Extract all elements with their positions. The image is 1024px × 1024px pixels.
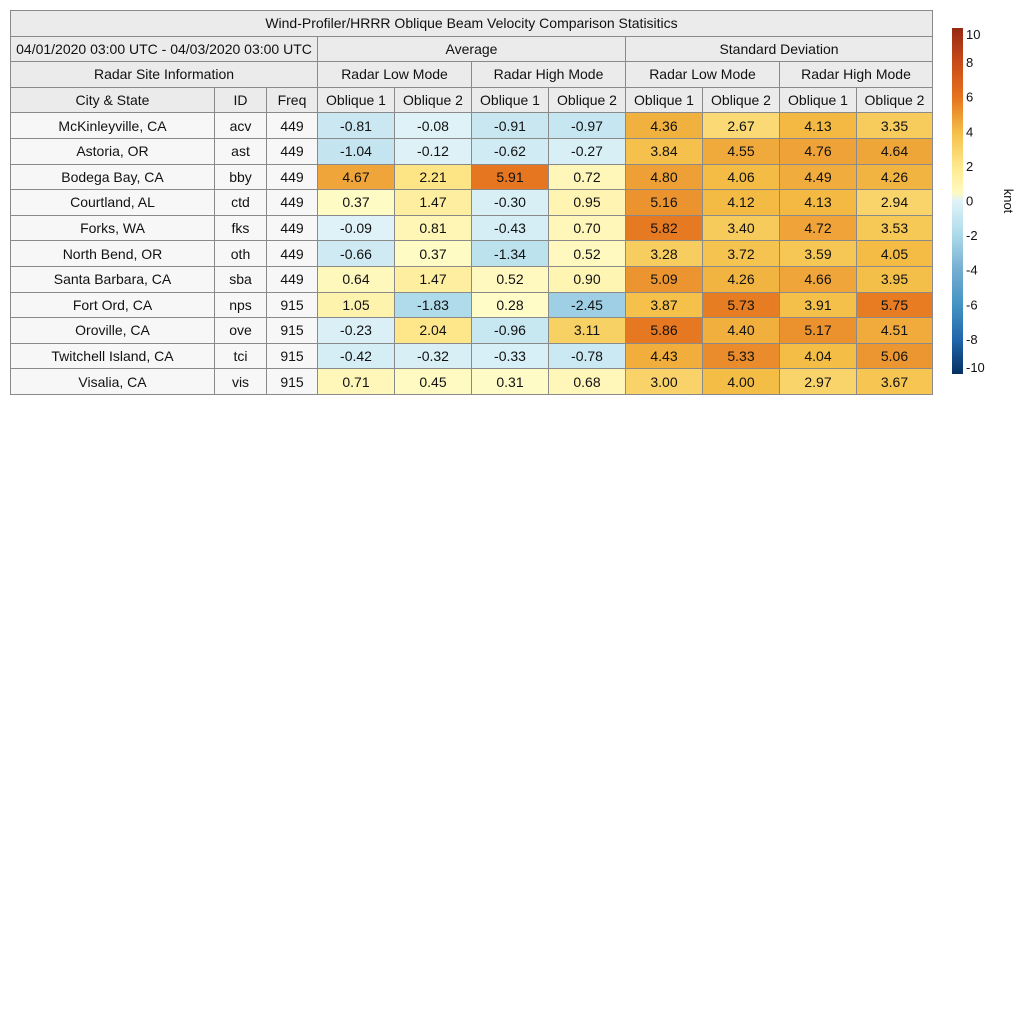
avg-high-oblique2-header: Oblique 2 [549,87,626,113]
heatmap-cell: 5.16 [626,190,703,216]
id-cell: vis [215,369,267,395]
heatmap-cell: 3.72 [703,241,780,267]
colorbar-ticks [966,28,985,375]
city-cell: Santa Barbara, CA [11,266,215,292]
heatmap-cell: 5.33 [703,343,780,369]
date-range: 04/01/2020 03:00 UTC - 04/03/2020 03:00 UTC [11,36,318,62]
heatmap-cell: 0.68 [549,369,626,395]
heatmap-cell: -0.62 [472,138,549,164]
heatmap-cell: 4.12 [703,190,780,216]
heatmap-cell: -0.96 [472,318,549,344]
heatmap-cell: 4.00 [703,369,780,395]
heatmap-cell: -0.32 [395,343,472,369]
heatmap-cell: 0.52 [472,266,549,292]
table-row [11,241,933,267]
heatmap-cell: 1.47 [395,266,472,292]
avg-low-mode-header: Radar Low Mode [318,62,472,88]
heatmap-cell: 5.82 [626,215,703,241]
freq-cell: 449 [267,113,318,139]
id-cell: nps [215,292,267,318]
table-row [11,113,933,139]
heatmap-cell: -0.30 [472,190,549,216]
city-cell: Oroville, CA [11,318,215,344]
colorbar-tick-label: 2 [966,158,974,174]
heatmap-cell: 4.43 [626,343,703,369]
table-row [11,343,933,369]
freq-cell: 449 [267,266,318,292]
site-info-header: Radar Site Information [11,62,318,88]
std-low-oblique1-header: Oblique 1 [626,87,703,113]
heatmap-cell: 0.28 [472,292,549,318]
table-row [11,369,933,395]
heatmap-cell: -0.81 [318,113,395,139]
table-row [11,215,933,241]
id-cell: fks [215,215,267,241]
id-cell: oth [215,241,267,267]
heatmap-cell: -0.43 [472,215,549,241]
avg-high-mode-header: Radar High Mode [472,62,626,88]
id-cell: bby [215,164,267,190]
colorbar-tick-label: 4 [966,124,974,140]
std-low-mode-header: Radar Low Mode [626,62,780,88]
heatmap-cell: 3.59 [780,241,857,267]
table-title: Wind-Profiler/HRRR Oblique Beam Velocity Comparison Statisitics [11,11,933,37]
std-high-oblique2-header: Oblique 2 [857,87,933,113]
city-cell: Visalia, CA [11,369,215,395]
id-cell: acv [215,113,267,139]
colorbar-tick-label: -4 [966,262,978,278]
colorbar-tick-label: -8 [966,331,978,347]
heatmap-cell: 5.09 [626,266,703,292]
heatmap-cell: 0.31 [472,369,549,395]
heatmap-cell: 4.76 [780,138,857,164]
heatmap-cell: 0.64 [318,266,395,292]
table-row [11,190,933,216]
colorbar-tick-label: 8 [966,55,974,71]
heatmap-cell: -1.04 [318,138,395,164]
heatmap-cell: 5.91 [472,164,549,190]
heatmap-cell: 0.70 [549,215,626,241]
colorbar [950,28,1020,378]
heatmap-cell: 4.66 [780,266,857,292]
table-row [11,318,933,344]
city-cell: Fort Ord, CA [11,292,215,318]
heatmap-cell: 5.73 [703,292,780,318]
heatmap-cell: 0.90 [549,266,626,292]
heatmap-cell: 3.00 [626,369,703,395]
heatmap-cell: 1.47 [395,190,472,216]
city-cell: Courtland, AL [11,190,215,216]
colorbar-tick-label: 6 [966,89,974,105]
std-high-mode-header: Radar High Mode [780,62,933,88]
table-row [11,138,933,164]
heatmap-cell: 4.05 [857,241,933,267]
heatmap-cell: 0.81 [395,215,472,241]
heatmap-cell: -0.12 [395,138,472,164]
city-cell: Twitchell Island, CA [11,343,215,369]
id-cell: ast [215,138,267,164]
heatmap-cell: 5.06 [857,343,933,369]
avg-high-oblique1-header: Oblique 1 [472,87,549,113]
freq-cell: 449 [267,190,318,216]
heatmap-cell: 3.91 [780,292,857,318]
colorbar-tick-label: -6 [966,297,978,313]
heatmap-cell: 3.53 [857,215,933,241]
city-column-header: City & State [11,87,215,113]
heatmap-cell: 4.04 [780,343,857,369]
city-cell: Astoria, OR [11,138,215,164]
freq-cell: 449 [267,138,318,164]
heatmap-cell: 3.40 [703,215,780,241]
freq-cell: 915 [267,343,318,369]
heatmap-cell: 0.37 [318,190,395,216]
heatmap-cell: 2.67 [703,113,780,139]
colorbar-tick-label: 10 [966,28,981,42]
heatmap-cell: -0.27 [549,138,626,164]
colorbar-gradient [952,28,963,374]
heatmap-cell: -0.42 [318,343,395,369]
heatmap-cell: 4.49 [780,164,857,190]
heatmap-cell: 0.37 [395,241,472,267]
comparison-table [10,10,933,395]
id-cell: ctd [215,190,267,216]
avg-low-oblique2-header: Oblique 2 [395,87,472,113]
heatmap-cell: 4.36 [626,113,703,139]
heatmap-cell: 0.72 [549,164,626,190]
heatmap-cell: -0.08 [395,113,472,139]
heatmap-cell: 4.55 [703,138,780,164]
heatmap-cell: -1.83 [395,292,472,318]
heatmap-cell: 3.84 [626,138,703,164]
heatmap-cell: -1.34 [472,241,549,267]
city-cell: Bodega Bay, CA [11,164,215,190]
heatmap-cell: -0.23 [318,318,395,344]
heatmap-cell: 3.11 [549,318,626,344]
freq-cell: 449 [267,215,318,241]
heatmap-cell: 0.71 [318,369,395,395]
heatmap-cell: 0.45 [395,369,472,395]
id-column-header: ID [215,87,267,113]
heatmap-cell: -0.91 [472,113,549,139]
heatmap-cell: 4.72 [780,215,857,241]
heatmap-cell: -0.66 [318,241,395,267]
heatmap-cell: 3.67 [857,369,933,395]
colorbar-tick-label: -2 [966,228,978,244]
heatmap-cell: -0.09 [318,215,395,241]
heatmap-cell: 2.04 [395,318,472,344]
heatmap-cell: 1.05 [318,292,395,318]
heatmap-cell: 3.95 [857,266,933,292]
heatmap-cell: 4.80 [626,164,703,190]
std-high-oblique1-header: Oblique 1 [780,87,857,113]
heatmap-cell: 5.17 [780,318,857,344]
colorbar-tick-label: -10 [966,360,985,375]
table-row [11,292,933,318]
heatmap-cell: 5.75 [857,292,933,318]
freq-cell: 915 [267,292,318,318]
city-cell: McKinleyville, CA [11,113,215,139]
heatmap-cell: -0.33 [472,343,549,369]
freq-cell: 915 [267,369,318,395]
heatmap-cell: 4.13 [780,190,857,216]
heatmap-cell: 0.95 [549,190,626,216]
freq-cell: 449 [267,241,318,267]
heatmap-cell: 4.67 [318,164,395,190]
std-low-oblique2-header: Oblique 2 [703,87,780,113]
table-body [11,113,933,395]
std-dev-header: Standard Deviation [626,36,933,62]
heatmap-cell: 4.13 [780,113,857,139]
city-cell: Forks, WA [11,215,215,241]
colorbar-label: knot [1001,188,1016,214]
heatmap-cell: 3.35 [857,113,933,139]
heatmap-cell: -0.97 [549,113,626,139]
heatmap-cell: 0.52 [549,241,626,267]
average-header: Average [318,36,626,62]
table-row [11,266,933,292]
heatmap-cell: 4.40 [703,318,780,344]
heatmap-cell: 4.64 [857,138,933,164]
heatmap-cell: 4.51 [857,318,933,344]
table-row [11,164,933,190]
heatmap-cell: 5.86 [626,318,703,344]
colorbar-tick-label: 0 [966,193,974,209]
id-cell: sba [215,266,267,292]
freq-cell: 449 [267,164,318,190]
heatmap-cell: 3.87 [626,292,703,318]
id-cell: ove [215,318,267,344]
avg-low-oblique1-header: Oblique 1 [318,87,395,113]
heatmap-cell: -2.45 [549,292,626,318]
freq-column-header: Freq [267,87,318,113]
heatmap-cell: 4.26 [703,266,780,292]
city-cell: North Bend, OR [11,241,215,267]
heatmap-cell: 3.28 [626,241,703,267]
freq-cell: 915 [267,318,318,344]
heatmap-cell: 2.21 [395,164,472,190]
id-cell: tci [215,343,267,369]
heatmap-cell: 2.94 [857,190,933,216]
heatmap-cell: 2.97 [780,369,857,395]
heatmap-cell: -0.78 [549,343,626,369]
heatmap-cell: 4.26 [857,164,933,190]
heatmap-cell: 4.06 [703,164,780,190]
